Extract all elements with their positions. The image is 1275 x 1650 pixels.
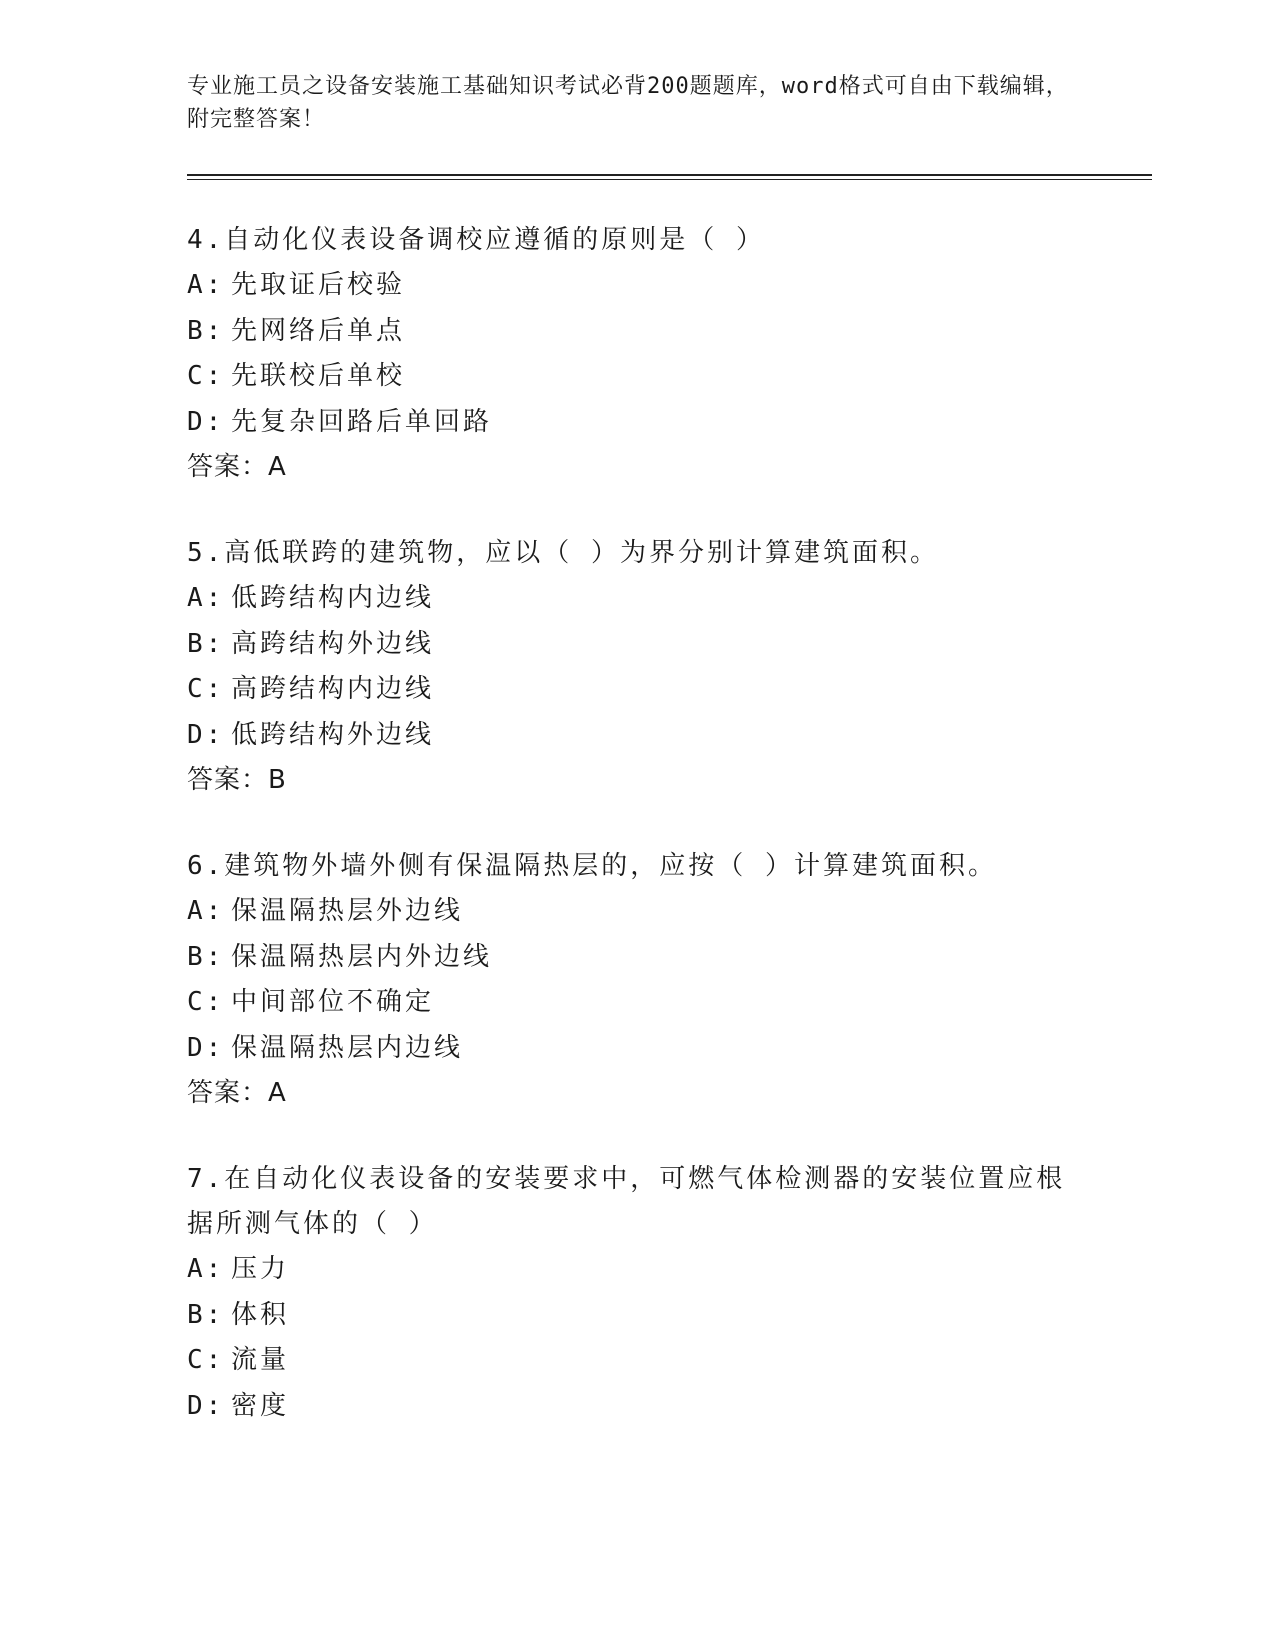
option-label: B: [187, 1299, 225, 1330]
option-label: C: [187, 361, 225, 391]
option-text: 先复杂回路后单回路 [231, 406, 493, 437]
option-text: 保温隔热层内边线 [231, 1032, 464, 1063]
option-b [187, 309, 1152, 355]
option-text: 高跨结构内边线 [231, 674, 435, 704]
option-c [187, 667, 1152, 713]
option-label: D: [187, 1390, 225, 1421]
option-label: C: [187, 1345, 225, 1375]
option-text: 体积 [231, 1299, 290, 1330]
option-b [187, 622, 1152, 668]
option-text: 保温隔热层外边线 [231, 896, 464, 926]
option-label: B: [187, 628, 225, 659]
option-text: 先取证后校验 [231, 270, 406, 300]
answer-line: 答案：A [187, 452, 287, 482]
option-label: D: [187, 1032, 225, 1063]
option-a [187, 889, 1152, 935]
answer-line: 答案：A [187, 1078, 287, 1108]
option-a [187, 1247, 1152, 1293]
question-stem: 7.在自动化仪表设备的安装要求中，可燃气体检测器的安装位置应根据所测气体的（ ） [187, 1164, 1066, 1239]
option-d [187, 400, 1152, 446]
option-c [187, 354, 1152, 400]
question-4 [187, 218, 1152, 490]
option-c [187, 980, 1152, 1026]
question-stem: 5.高低联跨的建筑物，应以（ ）为界分别计算建筑面积。 [187, 538, 939, 568]
question-5 [187, 531, 1152, 803]
option-label: C: [187, 987, 225, 1017]
option-label: D: [187, 719, 225, 750]
option-c [187, 1338, 1152, 1384]
option-label: C: [187, 674, 225, 704]
option-b [187, 935, 1152, 981]
option-label: B: [187, 941, 225, 972]
option-text: 压力 [231, 1254, 290, 1284]
document-header: 专业施工员之设备安装施工基础知识考试必背200题题库，word格式可自由下载编辑，附完整答案！ [187, 74, 1069, 132]
option-a [187, 576, 1152, 622]
option-text: 高跨结构外边线 [231, 628, 435, 659]
option-b [187, 1293, 1152, 1339]
option-text: 先联校后单校 [231, 361, 406, 391]
option-label: B: [187, 315, 225, 346]
option-d [187, 1384, 1152, 1430]
option-a [187, 263, 1152, 309]
question-stem: 6.建筑物外墙外侧有保温隔热层的，应按（ ）计算建筑面积。 [187, 851, 997, 881]
option-d [187, 1026, 1152, 1072]
answer-line: 答案：B [187, 765, 287, 795]
option-text: 低跨结构外边线 [231, 719, 435, 750]
option-text: 流量 [231, 1345, 290, 1375]
option-label: A: [187, 896, 225, 926]
option-label: D: [187, 406, 225, 437]
question-7 [187, 1157, 1152, 1429]
option-label: A: [187, 270, 225, 300]
option-label: A: [187, 583, 225, 613]
option-text: 中间部位不确定 [231, 987, 435, 1017]
option-label: A: [187, 1254, 225, 1284]
question-6 [187, 844, 1152, 1116]
option-text: 低跨结构内边线 [231, 583, 435, 613]
option-text: 先网络后单点 [231, 315, 406, 346]
question-stem: 4.自动化仪表设备调校应遵循的原则是（ ） [187, 225, 765, 255]
document-page [187, 70, 1152, 1470]
question-list [187, 218, 1152, 1429]
option-text: 保温隔热层内外边线 [231, 941, 493, 972]
option-text: 密度 [231, 1390, 290, 1421]
option-d [187, 713, 1152, 759]
header-divider [187, 174, 1152, 180]
